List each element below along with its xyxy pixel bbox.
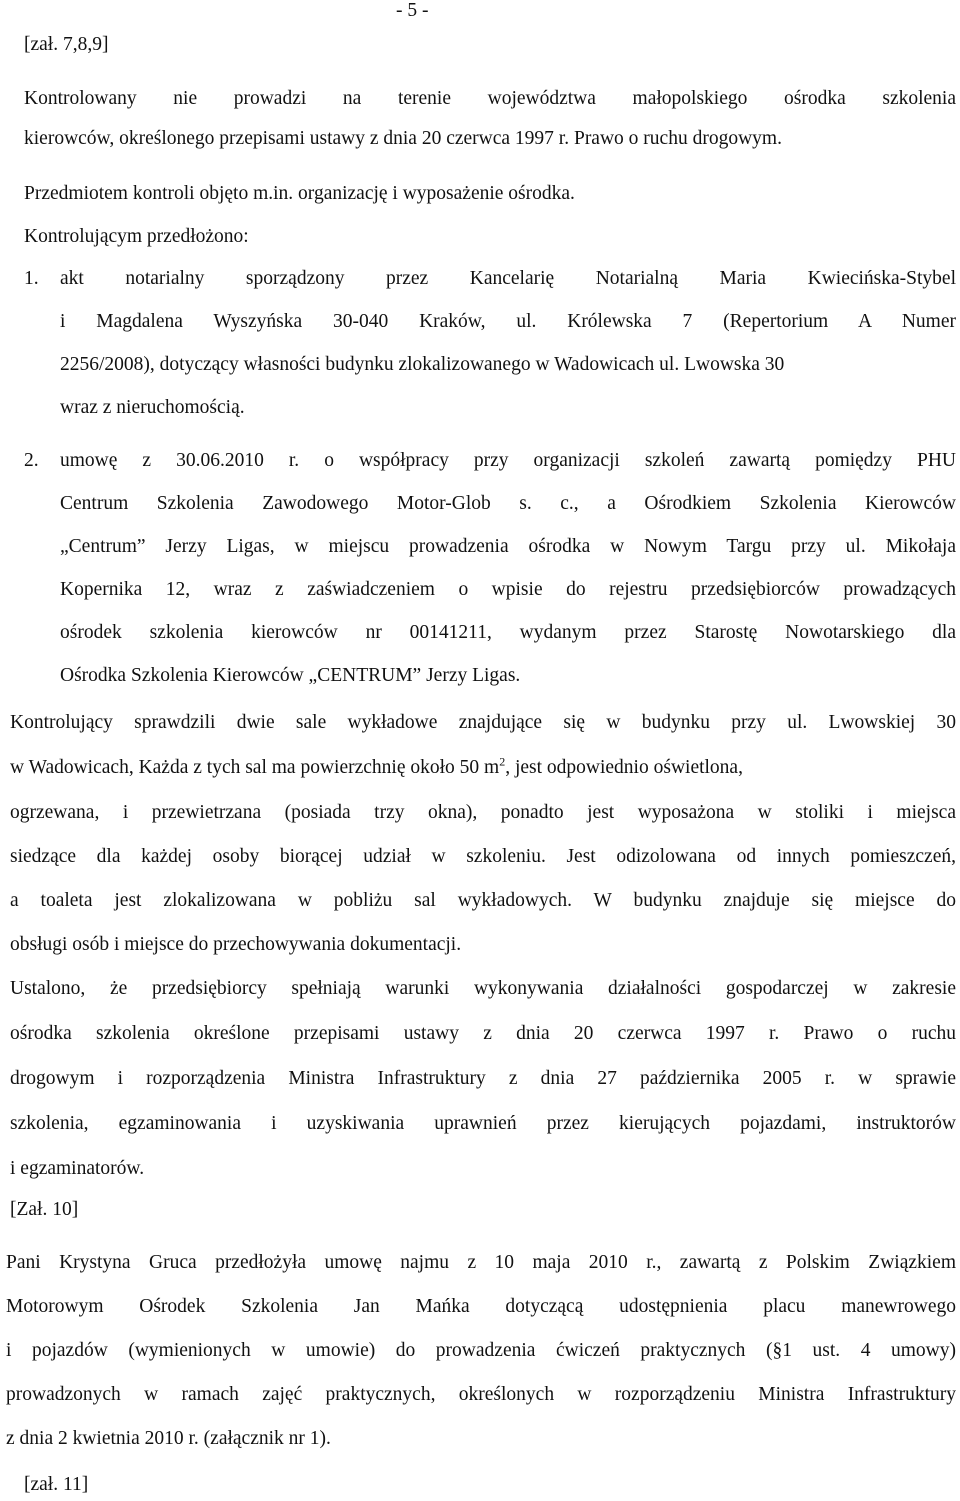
list-item-number: 2. — [24, 450, 39, 471]
paragraph-3-line: a toaleta jest zlokalizowana w pobliżu sal wykładowych. W budynku znajduje się miejsce do — [10, 890, 956, 911]
paragraph-4-line: Ustalono, że przedsiębiorcy spełniają warunki wykonywania działalności gospodarczej w zakresie — [10, 978, 956, 999]
attachment-ref-mid: [Zał. 10] — [10, 1199, 79, 1220]
page-number: - 5 - — [396, 0, 429, 21]
attachment-ref-top: [zał. 7,8,9] — [24, 34, 109, 55]
paragraph-5-line: Motorowym Ośrodek Szkolenia Jan Mańka dotyczącą udostępnienia placu manewrowego — [6, 1296, 956, 1317]
paragraph-3-line: Kontrolujący sprawdzili dwie sale wykładowe znajdujące się w budynku przy ul. Lwowskiej 30 — [10, 712, 956, 733]
paragraph-3-line — [10, 754, 956, 779]
list-item-line: i Magdalena Wyszyńska 30-040 Kraków, ul. Królewska 7 (Repertorium A Numer — [60, 311, 956, 332]
paragraph-4-line: ośrodka szkolenia określone przepisami ustawy z dnia 20 czerwca 1997 r. Prawo o ruchu — [10, 1023, 956, 1044]
paragraph-3-line: siedzące dla każdej osoby biorącej udział w szkoleniu. Jest odizolowana od innych pomieszczeń, — [10, 846, 956, 867]
list-item-line: Kopernika 12, wraz z zaświadczeniem o wpisie do rejestru przedsiębiorców prowadzących — [60, 579, 956, 600]
paragraph-1-line: kierowców, określonego przepisami ustawy z dnia 20 czerwca 1997 r. Prawo o ruchu drogowym. — [24, 128, 782, 149]
paragraph-5-line: z dnia 2 kwietnia 2010 r. (załącznik nr 1). — [6, 1428, 331, 1449]
list-item-line: Ośrodka Szkolenia Kierowców „CENTRUM” Jerzy Ligas. — [60, 665, 521, 686]
list-item-line: ośrodek szkolenia kierowców nr 00141211, wydanym przez Starostę Nowotarskiego dla — [60, 622, 956, 643]
paragraph-2-line: Kontrolującym przedłożono: — [24, 226, 249, 247]
paragraph-4-line: drogowym i rozporządzenia Ministra Infrastruktury z dnia 27 października 2005 r. w sprawie — [10, 1068, 956, 1089]
list-item-line: 2256/2008), dotyczący własności budynku zlokalizowanego w Wadowicach ul. Lwowska 30 — [60, 354, 785, 375]
paragraph-5-line: i pojazdów (wymienionych w umowie) do prowadzenia ćwiczeń praktycznych (§1 ust. 4 umowy) — [6, 1340, 956, 1361]
list-item-line: akt notarialny sporządzony przez Kancelarię Notarialną Maria Kwiecińska-Stybel — [60, 268, 956, 289]
paragraph-3-text: w Wadowicach, Każda z tych sal ma powierzchnię około 50 m — [10, 757, 500, 778]
paragraph-3-text: , jest odpowiednio oświetlona, — [505, 757, 743, 778]
paragraph-1-line: Kontrolowany nie prowadzi na terenie województwa małopolskiego ośrodka szkolenia — [24, 88, 956, 109]
paragraph-3-line: ogrzewana, i przewietrzana (posiada trzy okna), ponadto jest wyposażona w stoliki i miejsca — [10, 802, 956, 823]
list-item-line: umowę z 30.06.2010 r. o współpracy przy organizacji szkoleń zawartą pomiędzy PHU — [60, 450, 956, 471]
paragraph-2-line: Przedmiotem kontroli objęto m.in. organizację i wyposażenie ośrodka. — [24, 183, 575, 204]
list-item-line: „Centrum” Jerzy Ligas, w miejscu prowadzenia ośrodka w Nowym Targu przy ul. Mikołaja — [60, 536, 956, 557]
paragraph-3-line: obsługi osób i miejsce do przechowywania dokumentacji. — [10, 934, 462, 955]
paragraph-4-line: i egzaminatorów. — [10, 1158, 145, 1179]
list-item-line: wraz z nieruchomością. — [60, 397, 245, 418]
paragraph-5-line: Pani Krystyna Gruca przedłożyła umowę najmu z 10 maja 2010 r., zawartą z Polskim Związkiem — [6, 1252, 956, 1273]
list-item-line: Centrum Szkolenia Zawodowego Motor-Glob s. c., a Ośrodkiem Szkolenia Kierowców — [60, 493, 956, 514]
attachment-ref-bottom: [zał. 11] — [24, 1474, 89, 1495]
list-item-number: 1. — [24, 268, 39, 289]
paragraph-5-line: prowadzonych w ramach zajęć praktycznych, określonych w rozporządzeniu Ministra Infrastruktury — [6, 1384, 956, 1405]
superscript: 2 — [499, 754, 506, 769]
paragraph-4-line: szkolenia, egzaminowania i uzyskiwania uprawnień przez kierujących pojazdami, instruktorów — [10, 1113, 956, 1134]
